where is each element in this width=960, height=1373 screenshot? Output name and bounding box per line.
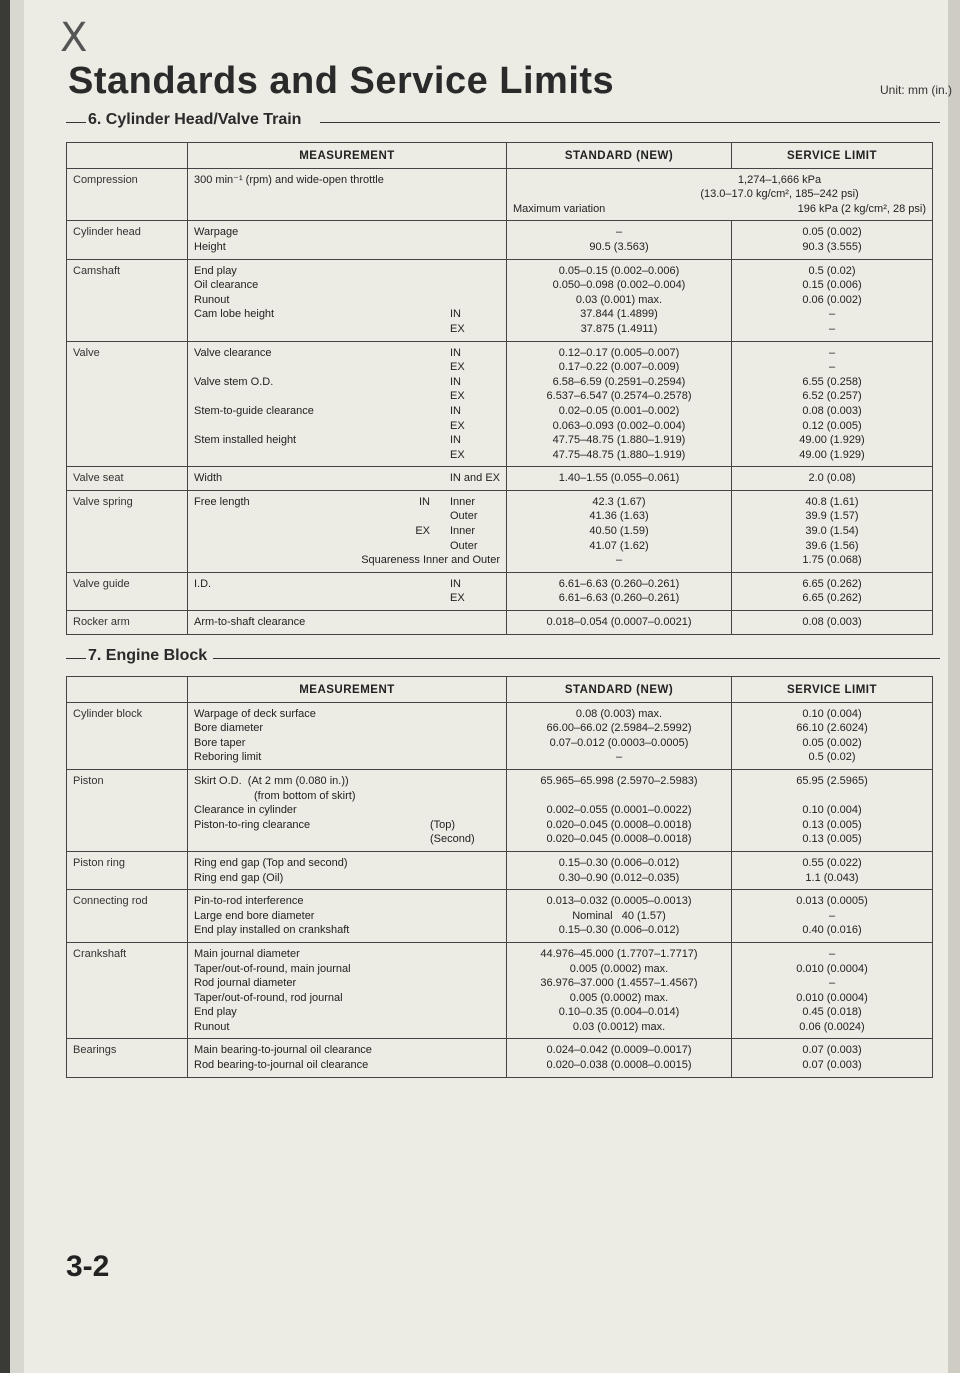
section-rule (66, 122, 86, 123)
row-category: Piston (67, 769, 188, 851)
table-header-row (67, 143, 933, 169)
section-rule (320, 122, 940, 123)
row-category: Connecting rod (67, 890, 188, 943)
row-category: Cylinder head (67, 221, 188, 259)
row-category: Valve seat (67, 467, 188, 491)
row-category: Cylinder block (67, 702, 188, 769)
section-rule (212, 658, 940, 659)
page-binding-shadow (0, 0, 10, 1373)
compression-standard: 1,274–1,666 kPa (13.0–17.0 kg/cm², 185–242 psi) Maximum variation 196 kPa (2 kg/cm², 28 psi) (507, 168, 933, 221)
table-row: Valve Valve clearance IN EX Valve stem O.D. IN EX Stem-to-guide clearance IN EX Stem installed height IN EX 0.12–0.17 (0.005–0.007) 0.17–0.22 (0.007–0.009) 6.58–6.59 (0.2591–0.2594) 6.537–6.547 (0.2574–0.2578) 0.02–0.05 (0.001–0.002) 0.063–0.093 (0.002–0.004) 47.75–48.75 (1.880–1.919) 47.75–48.75 (1.880–1.919) – – 6.55 (0.258) 6.52 (0.257) 0.08 (0.003) 0.12 (0.005) 49.00 (1.929) 49.00 (1.929) (67, 341, 933, 467)
row-category: Camshaft (67, 259, 188, 341)
page-binding-edge (10, 0, 24, 1373)
table-row: Bearings Main bearing-to-journal oil clearance Rod bearing-to-journal oil clearance 0.024–0.042 (0.0009–0.0017) 0.020–0.038 (0.0008–0.0015) 0.07 (0.003) 0.07 (0.003) (67, 1039, 933, 1077)
measurement-cell: 300 min⁻¹ (rpm) and wide-open throttle (188, 168, 507, 221)
section-rule (66, 658, 86, 659)
header-standard: STANDARD (NEW) (507, 677, 732, 703)
section-title-engine-block: 7. Engine Block (88, 647, 213, 665)
table-row: Valve seat Width IN and EX 1.40–1.55 (0.055–0.061) 2.0 (0.08) (67, 467, 933, 491)
table-row: Cylinder head Warpage Height – 90.5 (3.563) 0.05 (0.002) 90.3 (3.555) (67, 221, 933, 259)
header-service-limit: SERVICE LIMIT (732, 677, 933, 703)
header-service-limit: SERVICE LIMIT (732, 143, 933, 169)
row-category: Crankshaft (67, 942, 188, 1039)
row-category: Compression (67, 168, 188, 221)
table-row: Cylinder block Warpage of deck surface Bore diameter Bore taper Reboring limit 0.08 (0.003) max. 66.00–66.02 (2.5984–2.5992) 0.07–0.012 (0.0003–0.0005) – 0.10 (0.004) 66.10 (2.6024) 0.05 (0.002) 0.5 (0.02) (67, 702, 933, 769)
header-measurement: MEASUREMENT (188, 143, 507, 169)
page-title: Standards and Service Limits (68, 60, 615, 102)
page-number: 3-2 (66, 1250, 110, 1283)
row-category: Valve (67, 341, 188, 467)
unit-label: Unit: mm (in.) (880, 83, 952, 97)
table-header-row (67, 677, 933, 703)
cylinder-head-valve-train-table (66, 142, 933, 635)
table-row: Rocker arm Arm-to-shaft clearance 0.018–0.054 (0.0007–0.0021) 0.08 (0.003) (67, 611, 933, 635)
header-measurement: MEASUREMENT (188, 677, 507, 703)
table-row: Valve spring Free length IN Inner Outer EX Inner Outer Squareness Inner and Outer 42.3 (1.67) 41.36 (1.63) 40.50 (1.59) 41.07 (1.62) – 40.8 (1.61) 39.9 (1.57) 39.0 (1.54) 39.6 (1.56) 1.75 (0.068) (67, 490, 933, 572)
section-title-cylinder-head: 6. Cylinder Head/Valve Train (88, 111, 307, 129)
table-row (67, 168, 933, 221)
row-category: Bearings (67, 1039, 188, 1077)
row-category: Rocker arm (67, 611, 188, 635)
row-category: Valve guide (67, 572, 188, 610)
engine-block-table (66, 676, 933, 1078)
handwritten-mark: X (60, 15, 88, 61)
table-row: Crankshaft Main journal diameter Taper/out-of-round, main journal Rod journal diameter Taper/out-of-round, rod journal End play Runout 44.976–45.000 (1.7707–1.7717) 0.005 (0.0002) max. 36.976–37.000 (1.4557–1.4567) 0.005 (0.0002) max. 0.10–0.35 (0.004–0.014) 0.03 (0.0012) max. – 0.010 (0.0004) – 0.010 (0.0004) 0.45 (0.018) 0.06 (0.0024) (67, 942, 933, 1039)
row-category: Valve spring (67, 490, 188, 572)
row-category: Piston ring (67, 851, 188, 889)
page-right-edge (948, 0, 960, 1373)
header-standard: STANDARD (NEW) (507, 143, 732, 169)
table-row: Piston Skirt O.D. (At 2 mm (0.080 in.)) (from bottom of skirt) Clearance in cylinder Piston-to-ring clearance (Top) (Second) 65.965–65.998 (2.5970–2.5983) 0.002–0.055 (0.0001–0.0022) 0.020–0.045 (0.0008–0.0018) 0.020–0.045 (0.0008–0.0018) 65.95 (2.5965) 0.10 (0.004) 0.13 (0.005) 0.13 (0.005) (67, 769, 933, 851)
table-row: Valve guide I.D. IN EX 6.61–6.63 (0.260–0.261) 6.61–6.63 (0.260–0.261) 6.65 (0.262) 6.65 (0.262) (67, 572, 933, 610)
table-row: Connecting rod Pin-to-rod interference Large end bore diameter End play installed on crankshaft 0.013–0.032 (0.0005–0.0013) Nominal 40 (1.57) 0.15–0.30 (0.006–0.012) 0.013 (0.0005) – 0.40 (0.016) (67, 890, 933, 943)
table-row: Piston ring Ring end gap (Top and second) Ring end gap (Oil) 0.15–0.30 (0.006–0.012) 0.30–0.90 (0.012–0.035) 0.55 (0.022) 1.1 (0.043) (67, 851, 933, 889)
table-row: Camshaft End play Oil clearance Runout Cam lobe height IN EX 0.05–0.15 (0.002–0.006) 0.050–0.098 (0.002–0.004) 0.03 (0.001) max. 37.844 (1.4899) 37.875 (1.4911) 0.5 (0.02) 0.15 (0.006) 0.06 (0.002) – – (67, 259, 933, 341)
